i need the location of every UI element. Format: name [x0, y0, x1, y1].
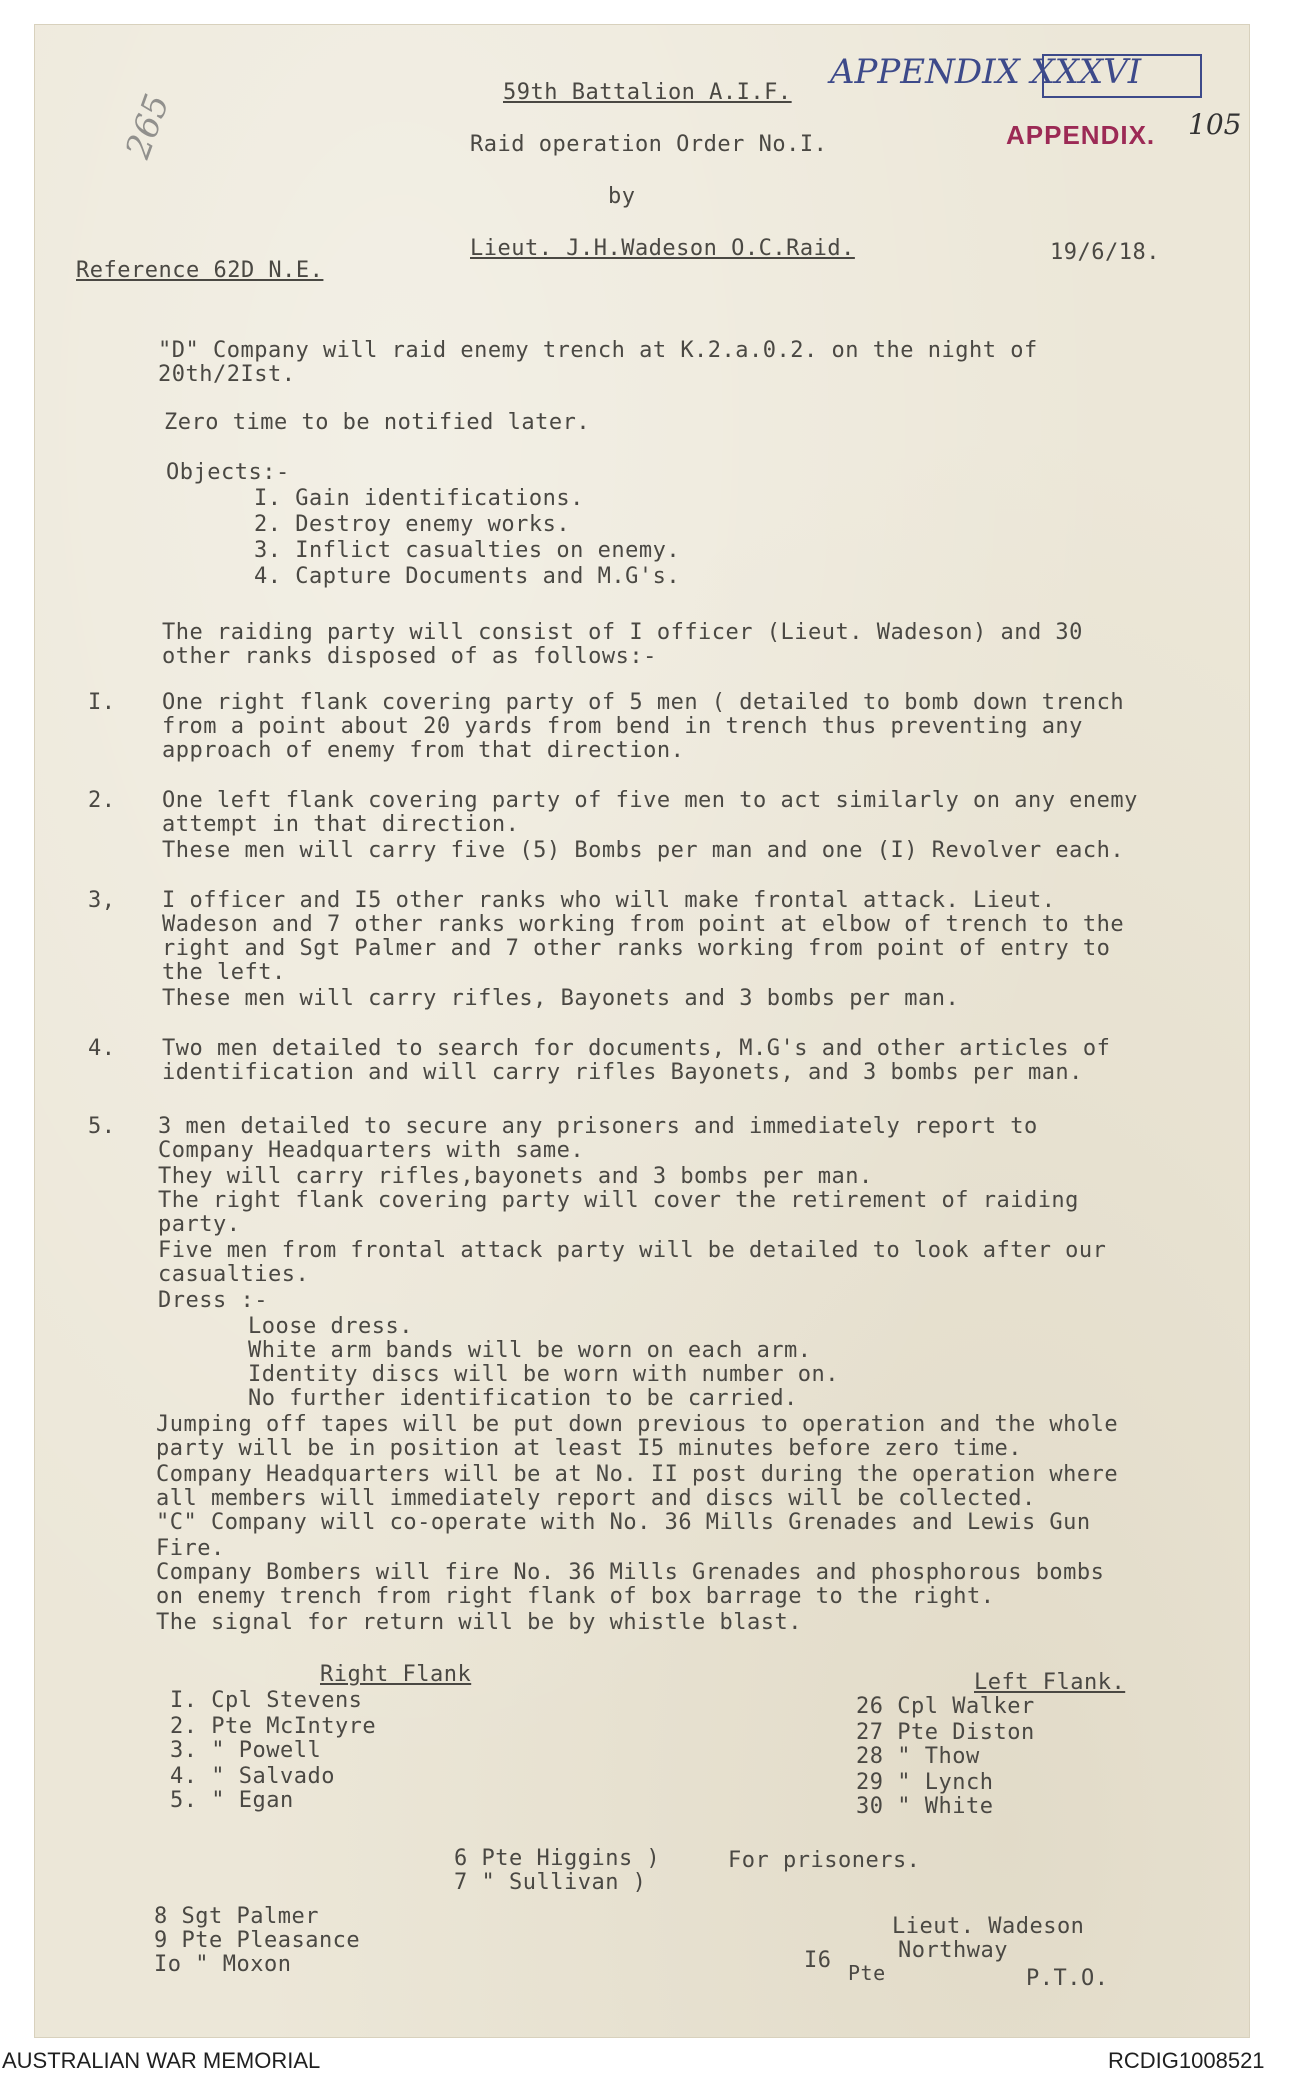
paragraph-line: Two men detailed to search for documents, M.G's and other articles of	[162, 1036, 1111, 1061]
dress-heading: Dress :-	[158, 1288, 268, 1313]
object-item: 3. Inflict casualties on enemy.	[254, 538, 681, 563]
signoff-northway: Northway	[898, 1938, 1008, 1963]
paragraph-number: I.	[88, 690, 116, 715]
object-item: 2. Destroy enemy works.	[254, 512, 571, 537]
right-flank-member: I. Cpl Stevens	[170, 1688, 363, 1713]
closing-line: party will be in position at least I5 minutes before zero time.	[156, 1436, 1022, 1461]
paragraph-line: attempt in that direction.	[162, 812, 520, 837]
left-flank-heading: Left Flank.	[974, 1670, 1126, 1695]
closing-line: on enemy trench from right flank of box barrage to the right.	[156, 1584, 995, 1609]
objects-heading: Objects:-	[166, 460, 290, 485]
appendix-stamp: APPENDIX.	[1006, 120, 1156, 150]
closing-line: The signal for return will be by whistle blast.	[156, 1610, 803, 1635]
prisoner-guard: 7 " Sullivan )	[454, 1870, 647, 1895]
paragraph-line: approach of enemy from that direction.	[162, 738, 685, 763]
closing-line: Company Headquarters will be at No. II post during the operation where	[156, 1462, 1119, 1487]
other-member: 8 Sgt Palmer	[154, 1904, 319, 1929]
dress-item: No further identification to be carried.	[248, 1386, 798, 1411]
paragraph-line: casualties.	[158, 1262, 310, 1287]
closing-line: Jumping off tapes will be put down previous to operation and the whole	[156, 1412, 1119, 1437]
prisoner-guard: 6 Pte Higgins )	[454, 1846, 661, 1871]
page-number: 105	[1188, 108, 1242, 141]
paragraph-line: I officer and I5 other ranks who will make frontal attack. Lieut.	[162, 888, 1056, 913]
paragraph-number: 2.	[88, 788, 116, 813]
zero-time: Zero time to be notified later.	[164, 410, 591, 435]
pto: P.T.O.	[1026, 1966, 1109, 1991]
left-flank-member: 29 " Lynch	[856, 1770, 994, 1795]
paragraph-line: One left flank covering party of five men to act similarly on any enemy	[162, 788, 1138, 813]
map-reference: Reference 62D N.E.	[76, 258, 324, 283]
left-flank-member: 27 Pte Diston	[856, 1720, 1035, 1745]
paragraph-line: Company Headquarters with same.	[158, 1138, 585, 1163]
paragraph-line: These men will carry five (5) Bombs per man and one (I) Revolver each.	[162, 838, 1125, 863]
closing-line: "C" Company will co-operate with No. 36 Mills Grenades and Lewis Gun	[156, 1510, 1091, 1535]
party-intro-line: The raiding party will consist of I officer (Lieut. Wadeson) and 30	[162, 620, 1083, 645]
paragraph-line: These men will carry rifles, Bayonets and 3 bombs per man.	[162, 986, 960, 1011]
margin-number: 265	[118, 89, 178, 164]
battalion-title: 59th Battalion A.I.F.	[503, 80, 792, 105]
paragraph-line: identification and will carry rifles Bayonets, and 3 bombs per man.	[162, 1060, 1083, 1085]
right-flank-heading: Right Flank	[320, 1662, 472, 1687]
closing-line: Fire.	[156, 1536, 225, 1561]
paragraph-line: from a point about 20 yards from bend in trench thus preventing any	[162, 714, 1083, 739]
by-line: by	[608, 184, 636, 209]
paragraph-line: The right flank covering party will cover the retirement of raiding	[158, 1188, 1079, 1213]
footer-archive: AUSTRALIAN WAR MEMORIAL	[2, 2048, 321, 2073]
signoff-number: I6	[804, 1948, 832, 1973]
signoff-name: Lieut. Wadeson	[892, 1914, 1085, 1939]
paragraph-number: 5.	[88, 1114, 116, 1139]
paragraph-line: the left.	[162, 960, 286, 985]
dress-item: Identity discs will be worn with number on.	[248, 1362, 840, 1387]
paragraph-line: right and Sgt Palmer and 7 other ranks working from point of entry to	[162, 936, 1111, 961]
right-flank-member: 2. Pte McIntyre	[170, 1714, 377, 1739]
left-flank-member: 30 " White	[856, 1794, 994, 1819]
left-flank-member: 26 Cpl Walker	[856, 1694, 1035, 1719]
signoff-rank: Pte	[848, 1961, 886, 1985]
party-intro-line: other ranks disposed of as follows:-	[162, 644, 657, 669]
order-title: Raid operation Order No.I.	[470, 132, 828, 157]
paragraph-number: 4.	[88, 1036, 116, 1061]
right-flank-member: 3. " Powell	[170, 1738, 322, 1763]
dress-item: White arm bands will be worn on each arm.	[248, 1338, 812, 1363]
dress-item: Loose dress.	[248, 1314, 413, 1339]
object-item: I. Gain identifications.	[254, 486, 584, 511]
paragraph-number: 3,	[88, 888, 116, 913]
paragraph-line: party.	[158, 1212, 241, 1237]
footer-catalogue-id: RCDIG1008521	[1108, 2048, 1265, 2073]
officer-line: Lieut. J.H.Wadeson O.C.Raid.	[470, 236, 855, 261]
right-flank-member: 5. " Egan	[170, 1788, 294, 1813]
left-flank-member: 28 " Thow	[856, 1744, 980, 1769]
appendix-handwritten: APPENDIX XXXVI	[830, 52, 1142, 92]
right-flank-member: 4. " Salvado	[170, 1764, 335, 1789]
other-member: 9 Pte Pleasance	[154, 1928, 361, 1953]
order-date: 19/6/18.	[1050, 240, 1160, 265]
prisoners-note: For prisoners.	[728, 1848, 921, 1873]
intro-line-1: "D" Company will raid enemy trench at K.2.a.0.2. on the night of	[158, 338, 1038, 363]
paragraph-line: They will carry rifles,bayonets and 3 bombs per man.	[158, 1164, 873, 1189]
other-member: Io " Moxon	[154, 1952, 292, 1977]
paragraph-line: 3 men detailed to secure any prisoners and immediately report to	[158, 1114, 1038, 1139]
object-item: 4. Capture Documents and M.G's.	[254, 564, 681, 589]
paragraph-line: One right flank covering party of 5 men ( detailed to bomb down trench	[162, 690, 1125, 715]
closing-line: Company Bombers will fire No. 36 Mills Grenades and phosphorous bombs	[156, 1560, 1105, 1585]
paragraph-line: Wadeson and 7 other ranks working from point at elbow of trench to the	[162, 912, 1125, 937]
paragraph-line: Five men from frontal attack party will be detailed to look after our	[158, 1238, 1107, 1263]
closing-line: all members will immediately report and discs will be collected.	[156, 1486, 1036, 1511]
intro-line-2: 20th/2Ist.	[158, 362, 296, 387]
